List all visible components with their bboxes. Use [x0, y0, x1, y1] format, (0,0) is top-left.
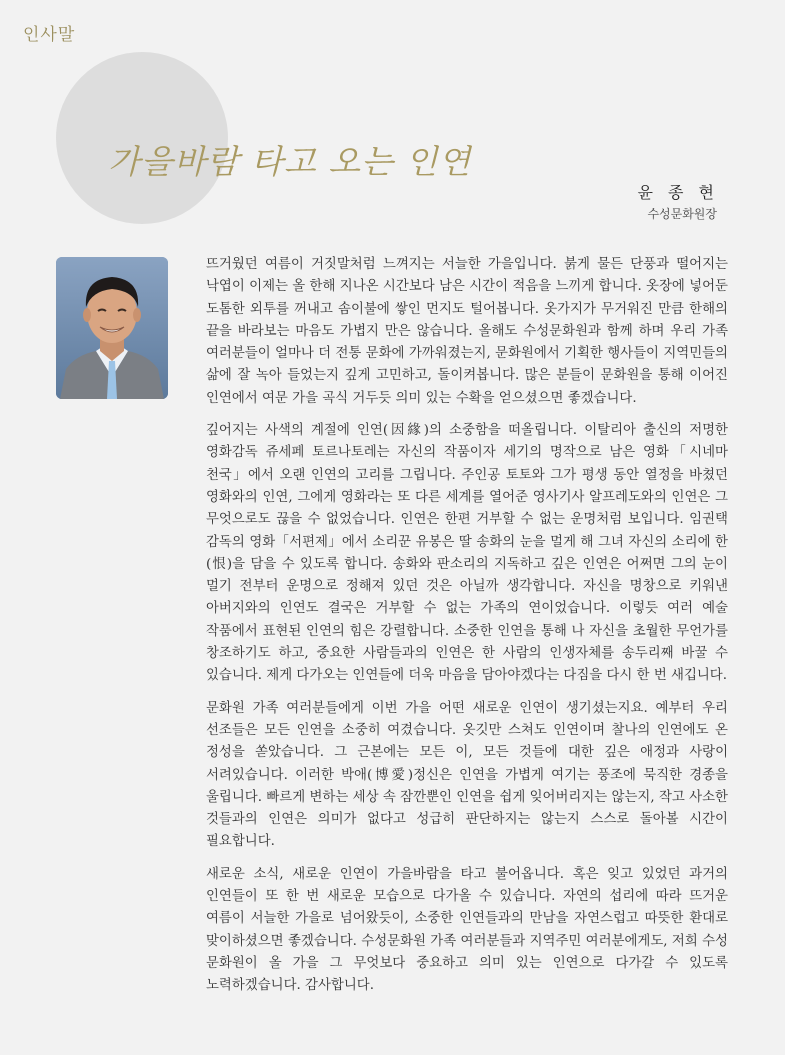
- portrait-illustration: [56, 257, 168, 399]
- paragraph-1: 뜨거웠던 여름이 거짓말처럼 느껴지는 서늘한 가을입니다. 붉게 물든 단풍과 떨어지는 낙엽이 이제는 올 한해 지나온 시간보다 남은 시간이 적음을 느끼게 합니다. 옷장에 넣어둔 도톰한 외투를 꺼내고 솜이불에 쌓인 먼지도 털어봅니다. 옷가지가 무거워진 만큼 한해의 끝을 바라보는 마음도 가볍지 만은 않습니다. 올해도 수성문화원과 함께 하며 우리 가족 여러분들이 얼마나 더 전통 문화에 가까워졌는지, 문화원에서 기획한 행사들이 지역민들의 삶에 잘 녹아 들었는지 깊게 고민하고, 돌이켜봅니다. 많은 분들이 문화원을 통해 이어진 인연에서 여문 가을 곡식 거두듯 의미 있는 수확을 얻으셨으면 좋겠습니다.: [206, 257, 728, 406]
- greeting-body: [206, 254, 728, 1008]
- author-name: 윤 종 현: [637, 183, 719, 202]
- paragraph-4: 새로운 소식, 새로운 인연이 가을바람을 타고 불어옵니다. 혹은 잊고 있었던 과거의 인연들이 또 한 번 새로운 모습으로 다가올 수 있습니다. 자연의 섭리에 따라 뜨거운 여름이 서늘한 가을로 넘어왔듯이, 소중한 인연들과의 만남을 자연스럽고 따뜻한 환대로 맞이하셨으면 좋겠습니다. 수성문화원 가족 여러분들과 지역주민 여러분에게도, 저희 수성 문화원이 올 가을 그 무엇보다 중요하고 의미 있는 인연으로 다가갈 수 있도록 노력하겠습니다. 감사합니다.: [206, 866, 728, 994]
- paragraph-2: 깊어지는 사색의 계절에 인연(因緣)의 소중함을 떠올립니다. 이탈리아 출신의 저명한 영화감독 쥬세페 토르나토레는 자신의 작품이자 세기의 명작으로 남은 영화「시네마 천국」에서 오랜 인연의 고리를 그립니다. 주인공 토토와 그가 평생 동안 열정을 바쳤던 영화와의 인연, 그에게 영화라는 또 다른 세계를 열어준 영사기사 알프레도와의 인연은 그 무엇으로도 끊을 수 없었습니다. 인연은 한편 거부할 수 없는 운명처럼 보입니다. 임권택 감독의 영화「서편제」에서 소리꾼 유봉은 딸 송화의 눈을 멀게 해 그녀 자신의 소리에 한(恨)을 담을 수 있도록 합니다. 송화와 판소리의 지독하고 깊은 인연은 어쩌면 그의 눈이 멀기 전부터 운명으로 정해져 있던 것은 아닐까 생각합니다. 자신을 명창으로 키워낸 아버지와의 인연도 결국은 거부할 수 없는 가족의 연이었습니다. 이렇듯 여러 예술 작품에서 표현된 인연의 힘은 강렬합니다. 소중한 인연을 통해 나 자신을 초월한 무언가를 창조하기도 하고, 중요한 사람들과의 인연은 한 사람의 인생자체를 송두리째 바꿀 수 있습니다. 제게 다가오는 인연들에 더욱 마음을 담아야겠다는 다짐을 다시 한 번 새깁니다.: [206, 423, 728, 684]
- page-title: 가을바람 타고 오는 인연: [108, 142, 472, 181]
- author-role: 수성문화원장: [647, 207, 717, 221]
- section-label: 인사말: [23, 25, 76, 45]
- paragraph-3: 문화원 가족 여러분들에게 이번 가을 어떤 새로운 인연이 생기셨는지요. 예부터 우리 선조들은 모든 인연을 소중히 여겼습니다. 옷깃만 스쳐도 인연이며 찰나의 인연에도 온 정성을 쏟았습니다. 그 근본에는 모든 이, 모든 것들에 대한 깊은 애정과 사랑이 서려있습니다. 이러한 박애(博愛)정신은 인연을 가볍게 여기는 풍조에 묵직한 경종을 울립니다. 빠르게 변하는 세상 속 잠깐뿐인 인연을 쉽게 잊어버리지는 않는지, 작고 사소한 것들과의 인연은 의미가 없다고 성급히 판단하지는 않는지 스스로 돌아볼 시간이 필요합니다.: [206, 700, 728, 850]
- author-portrait: [56, 257, 168, 399]
